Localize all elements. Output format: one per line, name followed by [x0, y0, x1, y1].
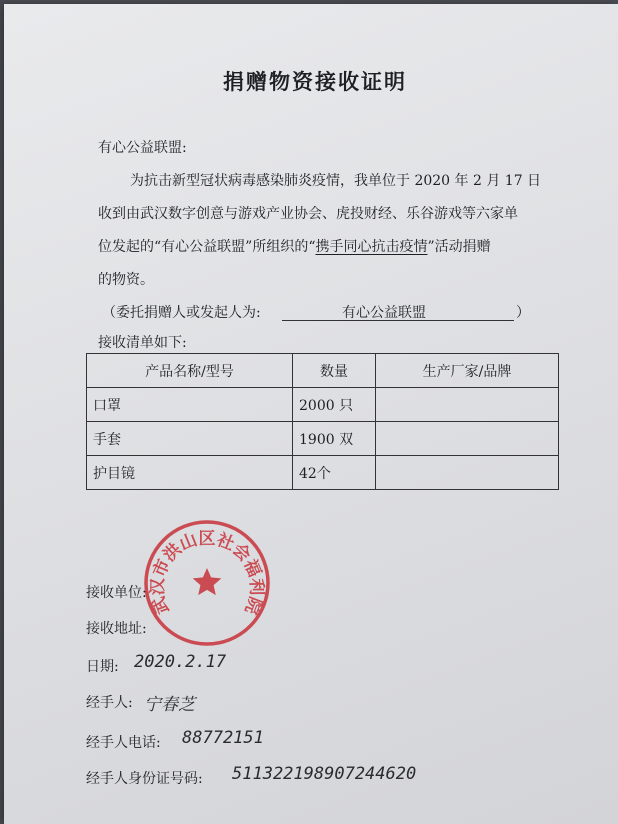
table-row: [87, 422, 559, 456]
document-sheet: [4, 4, 618, 824]
handler-phone-label: 经手人电话:: [86, 735, 161, 751]
table-header-row: [87, 354, 559, 388]
body-line-3-end: ”活动捐赠: [427, 239, 491, 255]
entrust-suffix: ）: [516, 305, 530, 321]
list-heading: 接收清单如下:: [98, 335, 187, 351]
handler-phone-value: 88772151: [182, 728, 264, 748]
receiving-unit-label: 接收单位:: [86, 585, 147, 601]
cell-quantity: 1900 双: [293, 422, 376, 456]
seal-text: 武汉市洪山区社会福利院: [147, 528, 267, 617]
official-seal: [142, 518, 272, 648]
body-line-3: [98, 236, 491, 256]
cell-quantity: 42个: [293, 456, 376, 490]
salutation: 有心公益联盟:: [98, 140, 187, 156]
cell-product: 护目镜: [87, 456, 293, 490]
cell-quantity: 2000 只: [293, 388, 376, 422]
cell-product: 口罩: [87, 388, 293, 422]
handler-signature: 宁春芝: [144, 695, 195, 715]
cell-brand: [376, 422, 559, 456]
receipt-table: [86, 353, 559, 490]
body-line-3-start: 位发起的“有心公益联盟”所组织的“: [98, 239, 316, 255]
seal-star-icon: [193, 568, 222, 595]
handler-label: 经手人:: [86, 695, 133, 711]
document-title: 捐赠物资接收证明: [223, 69, 407, 94]
date-label: 日期:: [86, 659, 119, 675]
cell-brand: [376, 388, 559, 422]
handler-id-value: 511322198907244620: [232, 764, 417, 784]
table-row: [87, 456, 559, 490]
handler-id-label: 经手人身份证号码:: [86, 771, 203, 787]
date-value: 2020.2.17: [134, 652, 227, 672]
table-row: [87, 388, 559, 422]
body-line-1: 为抗击新型冠状病毒感染肺炎疫情，我单位于 2020 年 2 月 17 日: [130, 173, 542, 189]
header-quantity: 数量: [293, 354, 376, 388]
entrust-prefix: （委托捐赠人或发起人为:: [102, 305, 261, 321]
body-line-4: 的物资。: [98, 272, 154, 288]
receiving-address-label: 接收地址:: [86, 621, 147, 637]
header-brand: 生产厂家/品牌: [376, 354, 559, 388]
cell-product: 手套: [87, 422, 293, 456]
cell-brand: [376, 456, 559, 490]
header-product: 产品名称/型号: [87, 354, 293, 388]
body-line-2: 收到由武汉数字创意与游戏产业协会、虎投财经、乐谷游戏等六家单: [98, 206, 518, 222]
campaign-name: 携手同心抗击疫情: [315, 239, 428, 255]
entrust-value: 有心公益联盟: [342, 305, 426, 321]
